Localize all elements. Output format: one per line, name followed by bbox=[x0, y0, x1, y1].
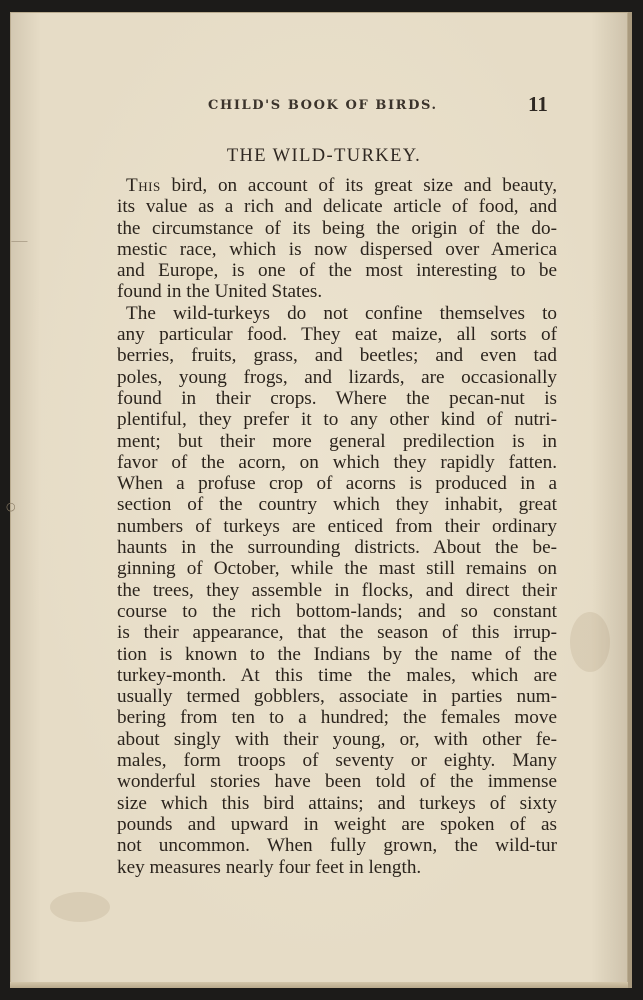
text-line bbox=[117, 367, 557, 388]
line-text: its value as a rich and delicate article of food, and bbox=[117, 196, 557, 218]
text-line bbox=[117, 814, 557, 835]
text-line bbox=[117, 196, 557, 217]
line-text: the circumstance of its being the origin of the do- bbox=[117, 217, 557, 239]
text-line bbox=[117, 281, 557, 302]
line-text: favor of the acorn, on which they rapidly fatten. bbox=[117, 451, 557, 473]
chapter-title: THE WILD-TURKEY. bbox=[226, 146, 422, 166]
text-line bbox=[117, 686, 557, 707]
line-text: pounds and upward in weight are spoken of as bbox=[117, 813, 557, 835]
page-edge bbox=[628, 12, 632, 988]
running-head: CHILD'S BOOK OF BIRDS. bbox=[208, 98, 438, 113]
line-text: males, form troops of seventy or eighty. Many bbox=[117, 750, 557, 772]
text-line bbox=[117, 644, 557, 665]
line-text: about singly with their young, or, with other fe- bbox=[117, 728, 557, 750]
line-text: not uncommon. When fully grown, the wild-tur bbox=[117, 835, 557, 857]
line-text: found in their crops. Where the pecan-nut is bbox=[117, 387, 557, 409]
line-text: tion is known to the Indians by the name of the bbox=[117, 643, 557, 665]
line-text: When a profuse crop of acorns is produced in a bbox=[117, 473, 557, 495]
line-text: and Europe, is one of the most interesting to be bbox=[117, 260, 557, 282]
text-line bbox=[117, 494, 557, 515]
text-line bbox=[117, 750, 557, 771]
text-line bbox=[117, 558, 557, 579]
line-text: size which this bird attains; and turkeys of sixty bbox=[117, 792, 557, 814]
line-text: the trees, they assemble in flocks, and direct their bbox=[117, 579, 557, 601]
line-text: turkey-month. At this time the males, which are bbox=[117, 664, 557, 686]
text-line bbox=[117, 175, 557, 196]
line-text: bering from ten to a hundred; the females move bbox=[117, 707, 557, 729]
margin-tick-mark: ⸺ bbox=[11, 236, 28, 247]
page-number: 11 bbox=[528, 92, 548, 116]
text-line bbox=[117, 324, 557, 345]
text-line bbox=[117, 537, 557, 558]
paper-stain bbox=[570, 612, 610, 672]
line-text: The wild-turkeys do not confine themselves to bbox=[126, 302, 557, 324]
text-line bbox=[117, 218, 557, 239]
text-line bbox=[117, 473, 557, 494]
line-text: bird, on account of its great size and beauty, bbox=[160, 175, 557, 196]
line-text: is their appearance, that the season of this irrup- bbox=[117, 622, 557, 644]
book-page bbox=[6, 12, 628, 988]
line-text: section of the country which they inhabit, great bbox=[117, 494, 557, 516]
text-line bbox=[117, 665, 557, 686]
line-text: wonderful stories have been told of the immense bbox=[117, 771, 557, 793]
line-text: haunts in the surrounding districts. About the be- bbox=[117, 537, 557, 559]
text-line bbox=[117, 409, 557, 430]
line-text: numbers of turkeys are enticed from their ordinary bbox=[117, 515, 557, 537]
text-line bbox=[117, 601, 557, 622]
line-text: mestic race, which is now dispersed over America bbox=[117, 238, 557, 260]
text-line bbox=[117, 303, 557, 324]
body-text bbox=[117, 175, 557, 878]
text-line bbox=[117, 260, 557, 281]
text-line bbox=[117, 516, 557, 537]
margin-ring-mark: ○ bbox=[6, 500, 16, 513]
line-text: ment; but their more general predilection is in bbox=[117, 430, 557, 452]
text-line bbox=[117, 452, 557, 473]
text-line bbox=[117, 835, 557, 856]
text-line bbox=[117, 388, 557, 409]
lead-word: This bbox=[126, 175, 161, 196]
text-line bbox=[117, 431, 557, 452]
text-line bbox=[117, 771, 557, 792]
line-text: poles, young frogs, and lizards, are occasionally bbox=[117, 366, 557, 388]
line-text: berries, fruits, grass, and beetles; and even tad bbox=[117, 345, 557, 367]
page-bottom-edge bbox=[10, 982, 628, 988]
line-text: plentiful, they prefer it to any other kind of nutri- bbox=[117, 409, 557, 431]
line-text: any particular food. They eat maize, all sorts of bbox=[117, 324, 557, 346]
text-line bbox=[117, 729, 557, 750]
text-line bbox=[117, 857, 557, 878]
text-line bbox=[117, 580, 557, 601]
text-line bbox=[117, 239, 557, 260]
text-line bbox=[117, 707, 557, 728]
paper-stain bbox=[50, 892, 110, 922]
text-line bbox=[117, 622, 557, 643]
line-text: usually termed gobblers, associate in parties num- bbox=[117, 686, 557, 708]
text-line bbox=[117, 793, 557, 814]
line-text: course to the rich bottom-lands; and so constant bbox=[117, 600, 557, 622]
text-line bbox=[117, 345, 557, 366]
line-text: ginning of October, while the mast still remains on bbox=[117, 558, 557, 580]
line-text: found in the United States. bbox=[117, 281, 323, 303]
line-text: key measures nearly four feet in length. bbox=[117, 856, 422, 878]
